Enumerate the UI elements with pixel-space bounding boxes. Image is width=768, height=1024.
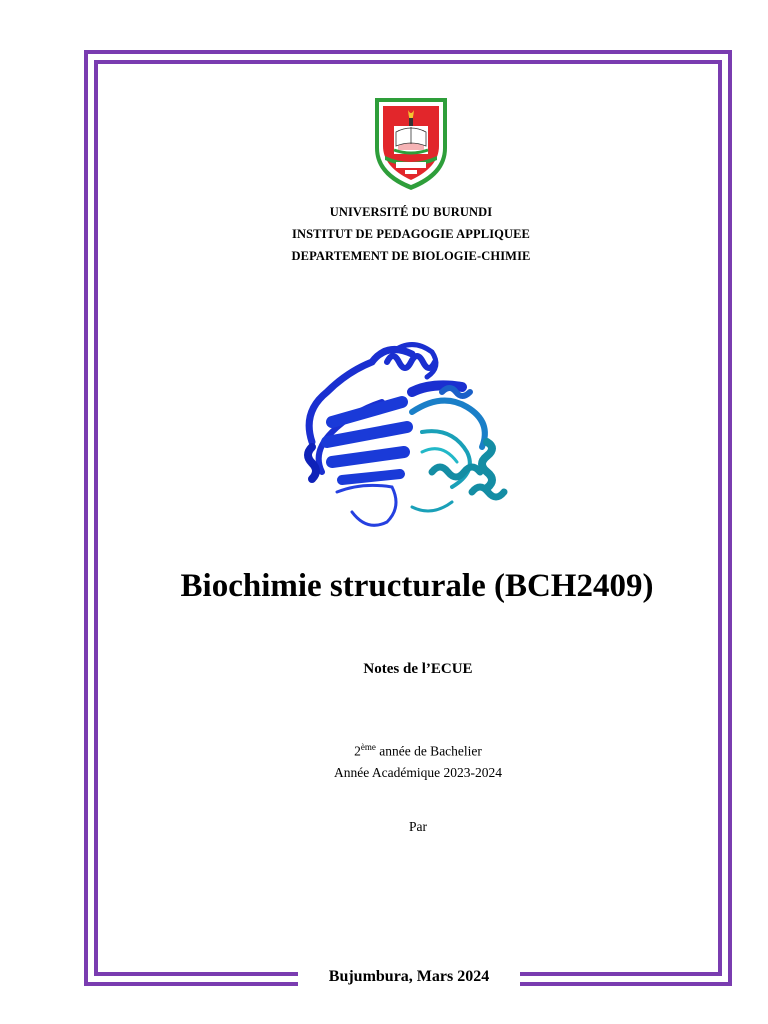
study-year-number: 2 <box>354 743 361 759</box>
protein-structure-illustration <box>292 332 532 532</box>
place-date: Bujumbura, Mars 2024 <box>328 968 490 985</box>
university-crest-icon <box>372 96 450 192</box>
author-prefix: Par <box>409 819 427 834</box>
institution-line-2: INSTITUT DE PEDAGOGIE APPLIQUEE <box>292 227 530 241</box>
study-year-suffix: ème <box>360 742 376 752</box>
study-year-text: année de Bachelier <box>375 743 482 759</box>
study-year <box>0 742 768 760</box>
institution-line-1: UNIVERSITÉ DU BURUNDI <box>329 205 493 219</box>
institution-line-3: DEPARTEMENT DE BIOLOGIE-CHIMIE <box>291 249 531 263</box>
course-title: Biochimie structurale (BCH2409) <box>180 568 654 604</box>
course-subtitle: Notes de l’ECUE <box>363 661 473 677</box>
academic-year: Année Académique 2023-2024 <box>334 765 502 780</box>
